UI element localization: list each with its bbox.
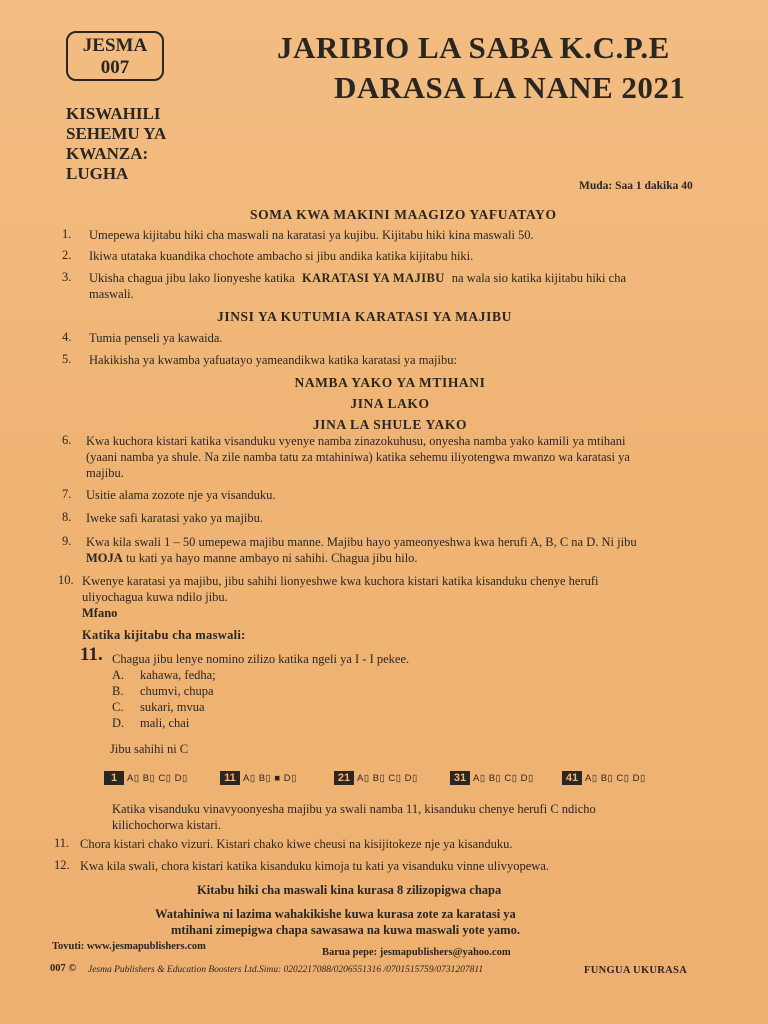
answer-block xyxy=(334,770,418,786)
instruction-text: maswali. xyxy=(89,287,134,301)
option-letter: C. xyxy=(112,700,124,714)
explanation-text: Katika visanduku vinavyoonyesha majibu ya swali namba 11, kisanduku chenye herufi C ndicho xyxy=(112,802,596,816)
item-number: 10. xyxy=(58,573,74,587)
answer-block xyxy=(104,770,188,786)
copyright-mark: 007 © xyxy=(50,963,77,974)
item-number: 1. xyxy=(62,227,72,241)
correct-answer-note: Jibu sahihi ni C xyxy=(110,742,189,756)
instruction-text: Kwenye karatasi ya majibu, jibu sahihi lionyeshwe kwa kuchora kistari katika kisanduku chenye herufi xyxy=(82,574,599,588)
subject-line: SEHEMU YA xyxy=(66,124,167,143)
instruction-text-part: na wala sio katika kijitabu hiki cha xyxy=(451,271,627,285)
candidates-note: Watahiniwa ni lazima wahakikishe kuwa kurasa zote za karatasi ya xyxy=(155,907,516,921)
instruction-text: Usitie alama zozote nje ya visanduku. xyxy=(86,488,276,502)
answer-block xyxy=(562,770,646,786)
subject-line: LUGHA xyxy=(66,164,129,183)
item-number: 4. xyxy=(62,330,72,344)
pages-note: Kitabu hiki cha maswali kina kurasa 8 zilizopigwa chapa xyxy=(197,883,502,897)
time-allowed: Muda: Saa 1 dakika 40 xyxy=(579,180,693,192)
instruction-text-part: Ukisha chagua jibu lako lionyeshe katika xyxy=(89,271,295,285)
instruction-text: Tumia penseli ya kawaida. xyxy=(89,331,223,345)
answer-number: 31 xyxy=(450,771,470,785)
example-label: Mfano xyxy=(82,606,118,620)
answer-block xyxy=(220,770,297,786)
explanation-text: kilichochorwa kistari. xyxy=(112,818,221,832)
instruction-text: (yaani namba ya shule. Na zile namba tatu za mtahiniwa) katika sehemu iliyotengwa mwanzo wa karatasi ya xyxy=(86,450,630,464)
instruction-text: Chora kistari chako vizuri. Kistari chako kiwe cheusi na kisijitokeze nje ya kisanduku. xyxy=(80,837,513,851)
one-emphasis: MOJA xyxy=(86,551,123,565)
instruction-text xyxy=(86,550,418,566)
instruction-text: Kwa kuchora kistari katika visanduku vyenye namba zinazokuhusu, onyesha namba yako kamili ya mtihani xyxy=(86,434,626,448)
item-number: 12. xyxy=(54,858,70,872)
subject-line: KISWAHILI xyxy=(66,104,161,123)
instruction-text-part: tu kati ya hayo manne ambayo ni sahihi. Chagua jibu hilo. xyxy=(122,551,418,565)
instruction-text: Hakikisha ya kwamba yafuatayo yameandikwa katika karatasi ya majibu: xyxy=(89,353,457,367)
item-number: 2. xyxy=(62,248,72,262)
item-number: 9. xyxy=(62,534,72,548)
instruction-text: Kwa kila swali, chora kistari katika kisanduku kimoja tu kati ya visanduku vinne ulivyopewa. xyxy=(80,859,549,873)
instruction-text xyxy=(89,270,626,286)
instruction-text: uliyochagua kuwa ndilo jibu. xyxy=(82,590,228,604)
example-question-text: Chagua jibu lenye nomino zilizo katika ngeli ya I - I pekee. xyxy=(112,652,410,666)
option-letter: D. xyxy=(112,716,125,730)
instruction-text: Iweke safi karatasi yako ya majibu. xyxy=(86,511,264,525)
turn-page: FUNGUA UKURASA xyxy=(584,965,688,976)
jesma-logo xyxy=(66,31,164,81)
example-question-number: 11. xyxy=(80,644,103,665)
option-text: sukari, mvua xyxy=(140,700,205,714)
logo-line1: JESMA xyxy=(82,35,148,56)
answer-number: 41 xyxy=(562,771,582,785)
option-text: kahawa, fedha; xyxy=(140,668,216,682)
answer-sheet-emphasis: KARATASI YA MAJIBU xyxy=(301,271,445,285)
answer-sheet-example xyxy=(104,770,684,788)
instruction-text: Kwa kila swali 1 – 50 umepewa majibu manne. Majibu hayo yameonyeshwa kwa herufi A, B, C na D. Ni jibu xyxy=(86,535,637,549)
title-line1: JARIBIO LA SABA K.C.P.E xyxy=(277,30,670,65)
publisher-contacts: Jesma Publishers & Education Boosters Ltd.Simu: 0202217088/0206551316 /0701515759/0731207811 xyxy=(88,965,484,975)
answer-options: A▯ B▯ C▯ D▯ xyxy=(357,772,418,784)
answer-options: A▯ B▯ C▯ D▯ xyxy=(473,772,534,784)
option-text: chumvi, chupa xyxy=(140,684,214,698)
example-subheading: Katika kijitabu cha maswali: xyxy=(82,628,246,642)
answer-number: 21 xyxy=(334,771,354,785)
answer-number: 11 xyxy=(220,771,240,785)
option-letter: B. xyxy=(112,684,124,698)
centered-field: NAMBA YAKO YA MTIHANI xyxy=(294,375,486,390)
answer-options: A▯ B▯ C▯ D▯ xyxy=(127,772,188,784)
item-number: 6. xyxy=(62,433,72,447)
item-number: 8. xyxy=(62,510,72,524)
instruction-text: majibu. xyxy=(86,466,124,480)
instructions-heading: SOMA KWA MAKINI MAAGIZO YAFUATAYO xyxy=(250,207,557,222)
answer-options: A▯ B▯ ■ D▯ xyxy=(243,772,297,784)
subject-block xyxy=(66,104,166,184)
item-number: 5. xyxy=(62,352,72,366)
answer-block xyxy=(450,770,534,786)
option-letter: A. xyxy=(112,668,125,682)
centered-field: JINA LA SHULE YAKO xyxy=(312,417,468,432)
answer-number: 1 xyxy=(104,771,124,785)
logo-line2: 007 xyxy=(100,57,130,78)
item-number: 7. xyxy=(62,487,72,501)
centered-field: JINA LAKO xyxy=(350,396,430,411)
title-line2: DARASA LA NANE 2021 xyxy=(334,70,686,105)
answer-sheet-heading: JINSI YA KUTUMIA KARATASI YA MAJIBU xyxy=(217,309,512,324)
option-text: mali, chai xyxy=(140,716,190,730)
instruction-text: Ikiwa utataka kuandika chochote ambacho si jibu andika katika kijitabu hiki. xyxy=(89,249,474,263)
item-number: 3. xyxy=(62,270,72,284)
candidates-note: mtihani zimepigwa chapa sawasawa na kuwa maswali yote yamo. xyxy=(171,923,520,937)
email: Barua pepe: jesmapublishers@yahoo.com xyxy=(322,947,511,958)
instruction-text: Umepewa kijitabu hiki cha maswali na karatasi ya kujibu. Kijitabu hiki kina maswali 50. xyxy=(89,228,534,242)
answer-options: A▯ B▯ C▯ D▯ xyxy=(585,772,646,784)
item-number: 11. xyxy=(54,836,70,850)
website: Tovuti: www.jesmapublishers.com xyxy=(52,941,206,952)
subject-line: KWANZA: xyxy=(66,144,149,163)
